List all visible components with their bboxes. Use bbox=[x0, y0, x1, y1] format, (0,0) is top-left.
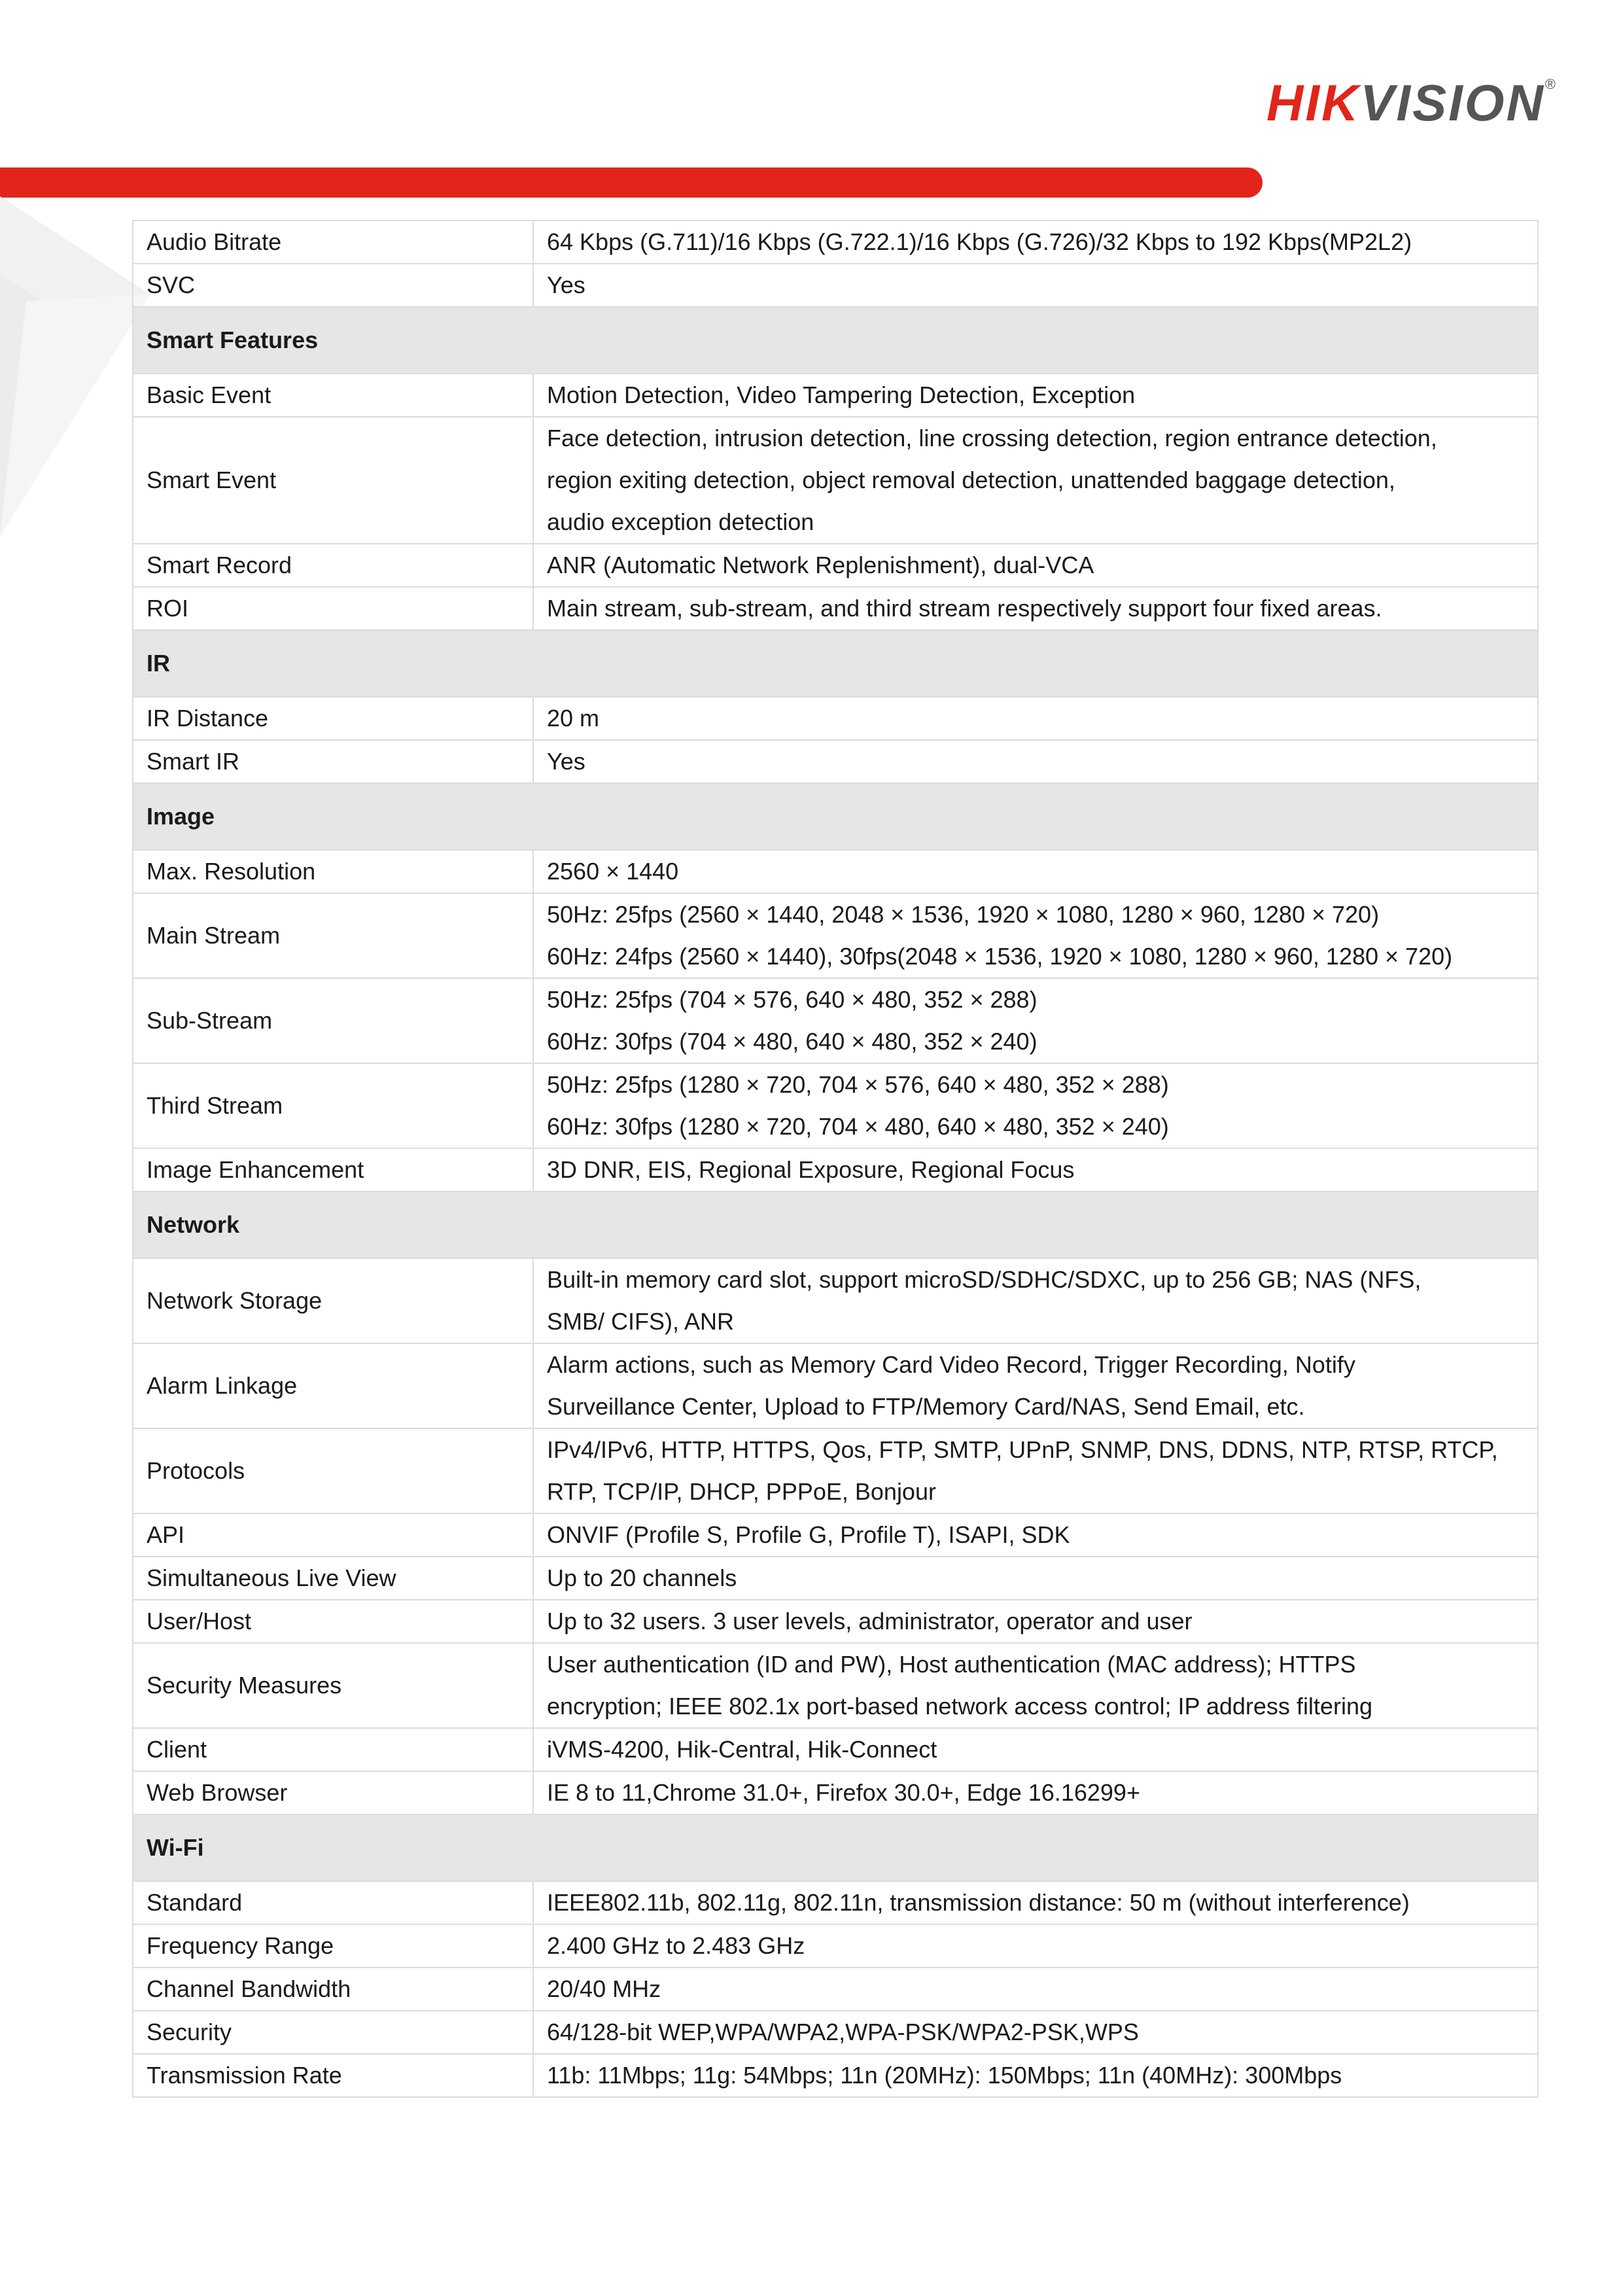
table-row bbox=[133, 2011, 1538, 2054]
spec-value bbox=[533, 1063, 1538, 1148]
section-header-row bbox=[133, 1192, 1538, 1258]
section-title: IR bbox=[133, 630, 1538, 697]
section-title: Image bbox=[133, 783, 1538, 850]
table-row bbox=[133, 850, 1538, 893]
table-row bbox=[133, 1728, 1538, 1771]
spec-label: User/Host bbox=[133, 1600, 533, 1643]
table-row bbox=[133, 417, 1538, 544]
spec-value bbox=[533, 697, 1538, 740]
spec-value bbox=[533, 1771, 1538, 1814]
spec-value bbox=[533, 978, 1538, 1063]
section-title: Wi-Fi bbox=[133, 1814, 1538, 1881]
logo-text-vision: VISION bbox=[1360, 74, 1545, 132]
table-row bbox=[133, 587, 1538, 630]
spec-value bbox=[533, 1643, 1538, 1728]
spec-value bbox=[533, 1343, 1538, 1428]
spec-value-line: 60Hz: 30fps (704 × 480, 640 × 480, 352 × 240) bbox=[547, 1028, 1038, 1055]
spec-value-line: 20/40 MHz bbox=[547, 1975, 661, 2002]
table-row bbox=[133, 1557, 1538, 1600]
spec-value bbox=[533, 1968, 1538, 2011]
spec-label: Web Browser bbox=[133, 1771, 533, 1814]
spec-value-line: 50Hz: 25fps (1280 × 720, 704 × 576, 640 × 480, 352 × 288) bbox=[547, 1071, 1169, 1098]
spec-value-line: ANR (Automatic Network Replenishment), dual-VCA bbox=[547, 552, 1094, 578]
spec-value-line: 2.400 GHz to 2.483 GHz bbox=[547, 1932, 805, 1959]
spec-label: Transmission Rate bbox=[133, 2054, 533, 2097]
spec-value-line: IE 8 to 11,Chrome 31.0+, Firefox 30.0+, Edge 16.16299+ bbox=[547, 1779, 1140, 1806]
spec-label: Security Measures bbox=[133, 1643, 533, 1728]
spec-value bbox=[533, 544, 1538, 587]
spec-label: Audio Bitrate bbox=[133, 221, 533, 264]
spec-value-line: Up to 20 channels bbox=[547, 1564, 737, 1591]
spec-value bbox=[533, 2011, 1538, 2054]
table-row bbox=[133, 697, 1538, 740]
spec-label: Smart Event bbox=[133, 417, 533, 544]
spec-value-line: encryption; IEEE 802.1x port-based network access control; IP address filtering bbox=[547, 1693, 1372, 1720]
table-row bbox=[133, 1600, 1538, 1643]
table-row bbox=[133, 2054, 1538, 2097]
spec-label: Frequency Range bbox=[133, 1924, 533, 1968]
spec-value-line: Motion Detection, Video Tampering Detection, Exception bbox=[547, 381, 1136, 408]
table-row bbox=[133, 1513, 1538, 1557]
table-row bbox=[133, 1258, 1538, 1343]
spec-label: SVC bbox=[133, 264, 533, 307]
logo-text-hik: HIK bbox=[1266, 74, 1361, 132]
table-row bbox=[133, 1924, 1538, 1968]
spec-value bbox=[533, 1728, 1538, 1771]
spec-label: Channel Bandwidth bbox=[133, 1968, 533, 2011]
spec-value-line: 50Hz: 25fps (2560 × 1440, 2048 × 1536, 1920 × 1080, 1280 × 960, 1280 × 720) bbox=[547, 901, 1380, 928]
spec-value bbox=[533, 850, 1538, 893]
spec-value bbox=[533, 2054, 1538, 2097]
spec-label: Client bbox=[133, 1728, 533, 1771]
table-row bbox=[133, 1428, 1538, 1513]
section-header-row bbox=[133, 783, 1538, 850]
spec-value bbox=[533, 221, 1538, 264]
spec-label: Simultaneous Live View bbox=[133, 1557, 533, 1600]
spec-label: Max. Resolution bbox=[133, 850, 533, 893]
spec-label: Smart IR bbox=[133, 740, 533, 783]
spec-value-line: IPv4/IPv6, HTTP, HTTPS, Qos, FTP, SMTP, UPnP, SNMP, DNS, DDNS, NTP, RTSP, RTCP, bbox=[547, 1436, 1498, 1463]
table-row bbox=[133, 893, 1538, 978]
spec-label: Image Enhancement bbox=[133, 1148, 533, 1192]
spec-value-line: Built-in memory card slot, support microSD/SDHC/SDXC, up to 256 GB; NAS (NFS, bbox=[547, 1266, 1422, 1293]
table-row bbox=[133, 221, 1538, 264]
spec-value-line: Up to 32 users. 3 user levels, administrator, operator and user bbox=[547, 1608, 1193, 1634]
spec-value-line: audio exception detection bbox=[547, 508, 814, 535]
table-row bbox=[133, 1063, 1538, 1148]
spec-value-line: ONVIF (Profile S, Profile G, Profile T), ISAPI, SDK bbox=[547, 1521, 1070, 1548]
spec-label: API bbox=[133, 1513, 533, 1557]
spec-value-line: 60Hz: 24fps (2560 × 1440), 30fps(2048 × 1536, 1920 × 1080, 1280 × 960, 1280 × 720) bbox=[547, 943, 1453, 970]
spec-label: IR Distance bbox=[133, 697, 533, 740]
spec-value bbox=[533, 1258, 1538, 1343]
spec-value bbox=[533, 1148, 1538, 1192]
spec-label: Security bbox=[133, 2011, 533, 2054]
spec-value bbox=[533, 1557, 1538, 1600]
spec-value bbox=[533, 1600, 1538, 1643]
spec-label: Sub-Stream bbox=[133, 978, 533, 1063]
spec-value-line: 64 Kbps (G.711)/16 Kbps (G.722.1)/16 Kbps (G.726)/32 Kbps to 192 Kbps(MP2L2) bbox=[547, 228, 1412, 255]
spec-table bbox=[132, 220, 1539, 2098]
spec-value-line: User authentication (ID and PW), Host authentication (MAC address); HTTPS bbox=[547, 1651, 1356, 1678]
spec-value-line: 60Hz: 30fps (1280 × 720, 704 × 480, 640 × 480, 352 × 240) bbox=[547, 1113, 1169, 1140]
registered-mark: ® bbox=[1544, 76, 1558, 92]
spec-value-line: Yes bbox=[547, 748, 585, 775]
section-title: Network bbox=[133, 1192, 1538, 1258]
table-row bbox=[133, 1643, 1538, 1728]
table-row bbox=[133, 1343, 1538, 1428]
spec-label: Protocols bbox=[133, 1428, 533, 1513]
spec-value-line: 11b: 11Mbps; 11g: 54Mbps; 11n (20MHz): 150Mbps; 11n (40MHz): 300Mbps bbox=[547, 2062, 1342, 2089]
table-row bbox=[133, 1771, 1538, 1814]
spec-value bbox=[533, 417, 1538, 544]
table-row bbox=[133, 740, 1538, 783]
spec-label: Third Stream bbox=[133, 1063, 533, 1148]
spec-label: Main Stream bbox=[133, 893, 533, 978]
spec-value bbox=[533, 374, 1538, 417]
table-row bbox=[133, 374, 1538, 417]
spec-value bbox=[533, 1428, 1538, 1513]
spec-value-line: Face detection, intrusion detection, line crossing detection, region entrance detection, bbox=[547, 425, 1437, 451]
spec-label: Alarm Linkage bbox=[133, 1343, 533, 1428]
spec-label: Basic Event bbox=[133, 374, 533, 417]
spec-value-line: region exiting detection, object removal detection, unattended baggage detection, bbox=[547, 467, 1395, 493]
spec-value-line: Yes bbox=[547, 272, 585, 298]
table-row bbox=[133, 1881, 1538, 1924]
spec-value-line: SMB/ CIFS), ANR bbox=[547, 1308, 735, 1335]
spec-value-line: 50Hz: 25fps (704 × 576, 640 × 480, 352 × 288) bbox=[547, 986, 1038, 1013]
spec-label: Network Storage bbox=[133, 1258, 533, 1343]
spec-label: Smart Record bbox=[133, 544, 533, 587]
spec-value-line: Alarm actions, such as Memory Card Video Record, Trigger Recording, Notify bbox=[547, 1351, 1355, 1378]
hikvision-logo bbox=[1266, 74, 1558, 132]
section-header-row bbox=[133, 1814, 1538, 1881]
spec-value-line: RTP, TCP/IP, DHCP, PPPoE, Bonjour bbox=[547, 1478, 936, 1505]
spec-value-line: 2560 × 1440 bbox=[547, 858, 679, 885]
spec-value-line: Main stream, sub-stream, and third stream respectively support four fixed areas. bbox=[547, 595, 1382, 622]
spec-value-line: 64/128-bit WEP,WPA/WPA2,WPA-PSK/WPA2-PSK,WPS bbox=[547, 2019, 1139, 2045]
header-red-bar bbox=[0, 168, 1263, 198]
spec-value bbox=[533, 1513, 1538, 1557]
spec-value-line: Surveillance Center, Upload to FTP/Memory Card/NAS, Send Email, etc. bbox=[547, 1393, 1305, 1420]
table-row bbox=[133, 264, 1538, 307]
spec-value bbox=[533, 587, 1538, 630]
spec-value-line: iVMS-4200, Hik-Central, Hik-Connect bbox=[547, 1736, 937, 1763]
spec-value bbox=[533, 1881, 1538, 1924]
spec-value-line: 3D DNR, EIS, Regional Exposure, Regional Focus bbox=[547, 1156, 1075, 1183]
spec-value bbox=[533, 740, 1538, 783]
section-header-row bbox=[133, 630, 1538, 697]
spec-label: Standard bbox=[133, 1881, 533, 1924]
spec-value-line: IEEE802.11b, 802.11g, 802.11n, transmission distance: 50 m (without interference) bbox=[547, 1889, 1410, 1916]
spec-value-line: 20 m bbox=[547, 705, 600, 732]
table-row bbox=[133, 1968, 1538, 2011]
spec-value bbox=[533, 1924, 1538, 1968]
spec-value bbox=[533, 893, 1538, 978]
table-row bbox=[133, 1148, 1538, 1192]
table-row bbox=[133, 544, 1538, 587]
section-header-row bbox=[133, 307, 1538, 374]
spec-label: ROI bbox=[133, 587, 533, 630]
table-row bbox=[133, 978, 1538, 1063]
spec-value bbox=[533, 264, 1538, 307]
section-title: Smart Features bbox=[133, 307, 1538, 374]
